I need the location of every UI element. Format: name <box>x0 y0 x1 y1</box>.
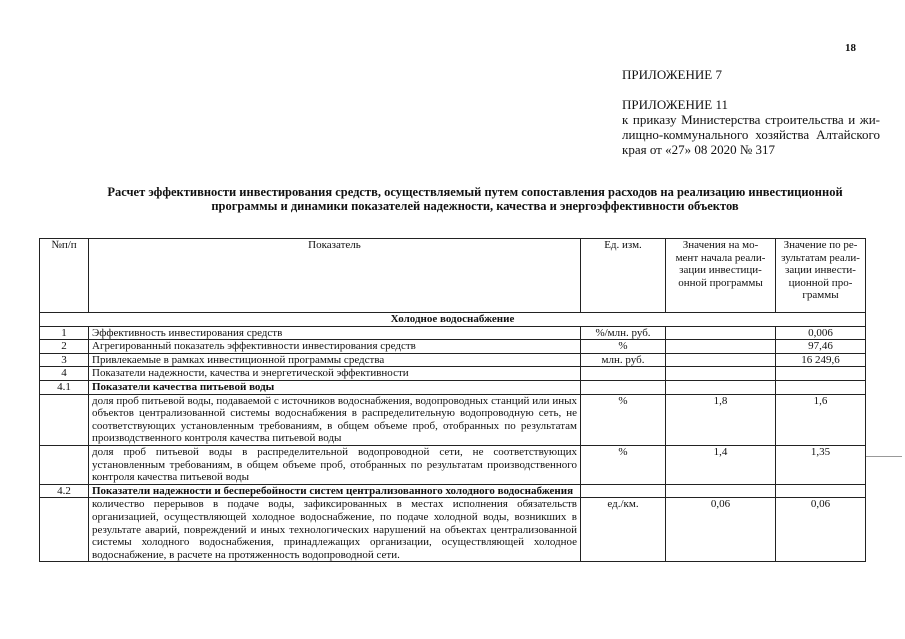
section-title: Холодное водоснабжение <box>40 313 866 327</box>
row-num: 4 <box>40 367 89 381</box>
table-row <box>40 380 866 394</box>
appendix-11-block <box>622 97 880 157</box>
row-start-value <box>666 380 776 394</box>
row-start-value: 0,06 <box>666 498 776 562</box>
header-end-value <box>776 239 866 313</box>
table-row <box>40 484 866 498</box>
row-end-value: 0,006 <box>776 326 866 340</box>
row-indicator: Эффективность инвестирования средств <box>89 326 581 340</box>
row-num <box>40 445 89 484</box>
row-unit: % <box>581 445 666 484</box>
row-start-value <box>666 484 776 498</box>
table-row <box>40 367 866 381</box>
row-indicator: Привлекаемые в рамках инвестиционной программы средства <box>89 353 581 367</box>
header-indicator: Показатель <box>89 239 581 313</box>
row-end-value <box>776 484 866 498</box>
row-unit: %/млн. руб. <box>581 326 666 340</box>
appendix-11-heading: ПРИЛОЖЕНИЕ 11 <box>622 97 728 112</box>
row-start-value <box>666 367 776 381</box>
efficiency-table <box>39 238 866 562</box>
row-indicator: доля проб питьевой воды в распределительной водопроводной сети, не соответствующих установленным требованиям, в общем объеме проб, отобранных по результатам производственного контроля качества питьевой воды <box>89 445 581 484</box>
header-start-value-line: онной программы <box>678 276 763 289</box>
row-unit: ед./км. <box>581 498 666 562</box>
table-row <box>40 445 866 484</box>
page-number: 18 <box>845 42 856 54</box>
row-unit: % <box>581 340 666 354</box>
header-end-value-line: зации инвести- <box>785 264 856 277</box>
row-indicator: доля проб питьевой воды, подаваемой с источников водоснабжения, водопроводных станций или иных объектов централизованной системы водоснабжения в распределительную водопроводную сеть, не соответствующих установленным требованиям, в общем объеме проб, отобранных по результатам производственного контроля качества питьевой воды <box>89 394 581 445</box>
row-unit <box>581 367 666 381</box>
table-row <box>40 340 866 354</box>
row-unit <box>581 380 666 394</box>
row-end-value: 16 249,6 <box>776 353 866 367</box>
header-end-value-line: граммы <box>802 289 839 302</box>
row-end-value: 97,46 <box>776 340 866 354</box>
header-start-value-line: мент начала реали- <box>675 251 766 264</box>
row-end-value: 1,35 <box>776 445 866 484</box>
appendix-7-heading: ПРИЛОЖЕНИЕ 7 <box>622 67 722 82</box>
table-row <box>40 353 866 367</box>
document-title <box>60 185 890 213</box>
row-num: 4.2 <box>40 484 89 498</box>
appendix-11-line: к приказу Министерства строительства и жи- <box>622 112 880 127</box>
section-row <box>40 313 866 327</box>
appendix-11-line: края от «27» 08 2020 № 317 <box>622 142 775 157</box>
row-end-value <box>776 367 866 381</box>
row-num: 4.1 <box>40 380 89 394</box>
header-num: №п/п <box>40 239 89 313</box>
header-end-value-line: Значение по ре- <box>783 239 858 251</box>
row-unit: млн. руб. <box>581 353 666 367</box>
row-unit <box>581 484 666 498</box>
table-row <box>40 498 866 562</box>
row-indicator: Агрегированный показатель эффективности инвестирования средств <box>89 340 581 354</box>
row-indicator: Показатели качества питьевой воды <box>89 380 581 394</box>
row-start-value: 1,4 <box>666 445 776 484</box>
document-title-line: Расчет эффективности инвестирования средств, осуществляемый путем сопоставления расходов на реализацию инвестиционной <box>107 185 843 199</box>
row-indicator: Показатели надежности и бесперебойности систем централизованного холодного водоснабжения <box>89 484 581 498</box>
appendix-11-line: лищно-коммунального хозяйства Алтайского <box>622 127 880 142</box>
row-indicator: количество перерывов в подаче воды, зафиксированных в местах исполнения обязательств организацией, осуществляющей холодное водоснабжение, по подаче холодной воды, возникших в результате аварий, повреждений и иных технологических нарушений на объектах централизованной системы холодного водоснабжения, принадлежащих организации, осуществляющей холодное водоснабжение, в расчете на протяженность водопроводной сети. <box>89 498 581 562</box>
row-unit: % <box>581 394 666 445</box>
row-end-value <box>776 380 866 394</box>
header-unit: Ед. изм. <box>581 239 666 313</box>
row-num <box>40 498 89 562</box>
table-body <box>40 326 866 562</box>
row-num <box>40 394 89 445</box>
row-num: 3 <box>40 353 89 367</box>
table-row <box>40 394 866 445</box>
row-start-value <box>666 340 776 354</box>
header-end-value-line: ционной про- <box>788 276 853 289</box>
table-row <box>40 326 866 340</box>
header-start-value-line: зации инвестици- <box>679 264 762 277</box>
header-start-value <box>666 239 776 313</box>
row-start-value <box>666 353 776 367</box>
row-num: 1 <box>40 326 89 340</box>
row-end-value: 0,06 <box>776 498 866 562</box>
row-num: 2 <box>40 340 89 354</box>
row-start-value <box>666 326 776 340</box>
table-header-row <box>40 239 866 313</box>
document-title-line: программы и динамики показателей надежности, качества и энергоэффективности объектов <box>211 199 739 213</box>
row-indicator: Показатели надежности, качества и энергетической эффективности <box>89 367 581 381</box>
row-start-value: 1,8 <box>666 394 776 445</box>
margin-mark <box>866 456 902 457</box>
header-start-value-line: Значения на мо- <box>682 239 759 251</box>
header-end-value-line: зультатам реали- <box>781 251 860 264</box>
row-end-value: 1,6 <box>776 394 866 445</box>
